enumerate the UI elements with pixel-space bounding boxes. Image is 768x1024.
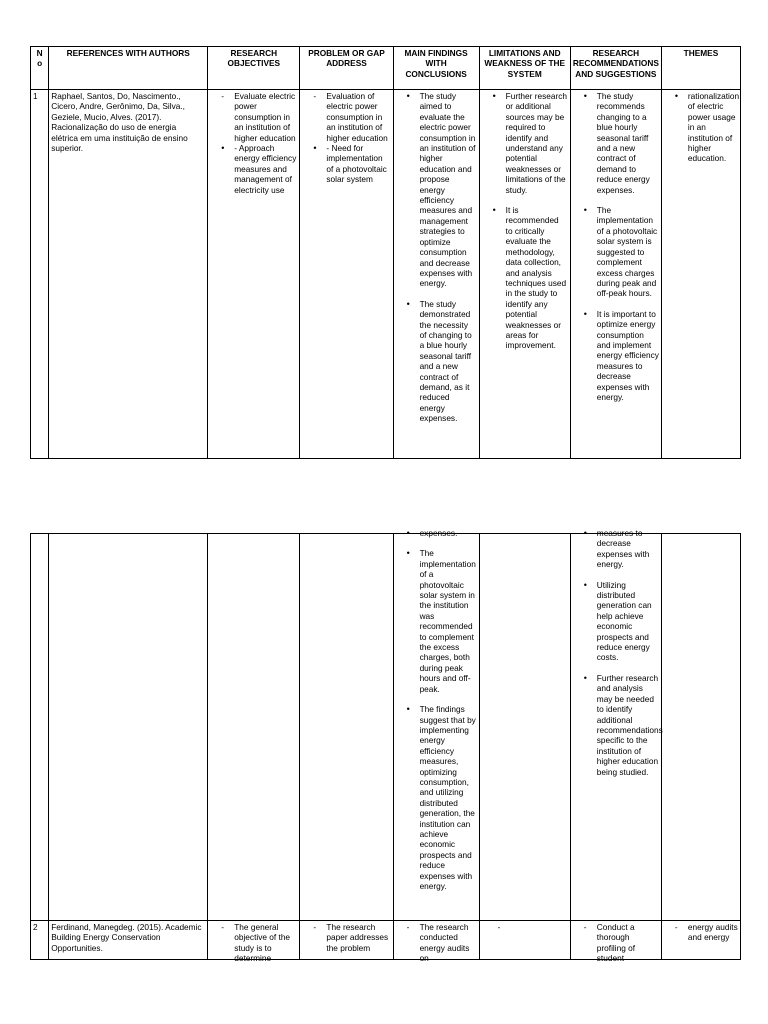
list-item: • - Need for implementation of a photovoltaic solar system (326, 143, 390, 185)
review-table-page-1 (30, 46, 741, 459)
list-item: • The findings suggest that by implementing energy efficiency measures, optimizing consumption, and utilizing distributed generation, the institution can achieve economic prospects and reduce expenses with energy. (420, 704, 477, 891)
objectives-cell (208, 534, 300, 921)
reference-cell: Ferdinand, Manegdeg. (2015). Academic Building Energy Conservation Opportunities. (49, 921, 208, 960)
list-item: • expenses. (420, 528, 477, 538)
limitations-cell (479, 90, 570, 459)
header-row (31, 47, 741, 90)
findings-cell (393, 921, 479, 964)
empty-dash: - (497, 922, 501, 932)
list-item: • The implementation of a photovoltaic solar system is suggested to complement excess charges during peak and off-peak hours. (597, 205, 659, 299)
table-row (31, 921, 741, 960)
problem-cell (300, 534, 393, 921)
header-limitations: LIMITATIONS AND WEAKNESS OF THE SYSTEM (479, 47, 570, 90)
problem-cell (300, 90, 393, 459)
recommendations-cell (570, 90, 661, 459)
themes-cell (661, 921, 740, 960)
list-item: • measures to decrease expenses with energy. (597, 528, 659, 570)
reference-cell (49, 534, 208, 921)
header-problem: PROBLEM OR GAP ADDRESS (300, 47, 393, 90)
header-themes: THEMES (661, 47, 740, 90)
list-item: - The research conducted energy audits on (420, 922, 477, 964)
objectives-cell (208, 921, 300, 964)
findings-continued-clip (420, 528, 477, 919)
header-findings: MAIN FINDINGS WITH CONCLUSIONS (393, 47, 479, 90)
table-row (31, 534, 741, 921)
row-number: 2 (31, 921, 49, 960)
list-item: - The general objective of the study is to determine (234, 922, 297, 964)
table-row (31, 90, 741, 459)
list-item: - Evaluation of electric power consumption in an institution of higher education (326, 91, 390, 143)
list-item: - energy audits and energy (688, 922, 738, 943)
findings-clip (420, 91, 477, 457)
findings-cell (393, 90, 479, 459)
list-item: • The implementation of a photovoltaic solar system in the institution was recommended to complement the excess charges, both during peak hours and off-peak. (420, 548, 477, 694)
list-item: • The study demonstrated the necessity of changing to a blue hourly seasonal tariff and a new contract of demand, as it reduced energy expenses. (420, 299, 477, 424)
limitations-cell (479, 534, 570, 921)
recommendations-clip (597, 91, 659, 457)
list-item: • Further research and analysis may be needed to identify additional recommendations specific to the institution of higher education being studied. (597, 673, 659, 777)
list-item: • Further research or additional sources may be required to identify and understand any potential weaknesses or limitations of the study. (506, 91, 568, 195)
list-item: • Utilizing distributed generation can help achieve economic prospects and reduce energy costs. (597, 580, 659, 663)
row-number (31, 534, 49, 921)
list-item: - Conduct a thorough profiling of student (597, 922, 659, 964)
list-item: • It is recommended to critically evaluate the methodology, data collection, and analysis techniques used in the study to identify any potential weaknesses or areas for improvement. (506, 205, 568, 351)
review-table-page-2 (30, 528, 741, 964)
recommendations-continued-clip (596, 528, 663, 919)
list-item: • It is important to optimize energy consumption and implement energy efficiency measures to decrease expenses with energy. (597, 309, 659, 403)
objectives-cell (208, 90, 300, 459)
list-item: - Evaluate electric power consumption in an institution of higher education (234, 91, 297, 143)
problem-cell (300, 921, 393, 960)
findings-continued-cell (393, 528, 479, 921)
list-item: - The research paper addresses the problem (326, 922, 390, 953)
row-number: 1 (31, 90, 49, 459)
list-item: • The study recommends changing to a blue hourly seasonal tariff and a new contract of demand to reduce energy expenses. (597, 91, 659, 195)
list-item: • rationalization of electric power usage in an institution of higher education. (688, 91, 738, 164)
header-objectives: RESEARCH OBJECTIVES (208, 47, 300, 90)
recommendations-continued-cell (570, 528, 663, 921)
header-references: REFERENCES WITH AUTHORS (49, 47, 208, 90)
header-no: N o (31, 47, 49, 90)
themes-cell (661, 90, 740, 459)
list-item: • - Approach energy efficiency measures and management of electricity use (234, 143, 297, 195)
recommendations-cell (570, 921, 661, 964)
limitations-cell (479, 921, 570, 960)
themes-cell (661, 534, 740, 921)
reference-cell: Raphael, Santos, Do, Nascimento., Cicero, Andre, Gerônimo, Da, Silva., Geziele, Mucio, Alves. (2017). Racionalização do uso de energia elétrica em uma instituição de ensino superior. (49, 90, 208, 459)
header-recommendations: RESEARCH RECOMMENDATIONS AND SUGGESTIONS (570, 47, 661, 90)
list-item: • The study aimed to evaluate the electric power consumption in an institution of higher education and propose energy efficiency measures and management strategies to optimize consumption and decrease expenses with energy. (420, 91, 477, 289)
